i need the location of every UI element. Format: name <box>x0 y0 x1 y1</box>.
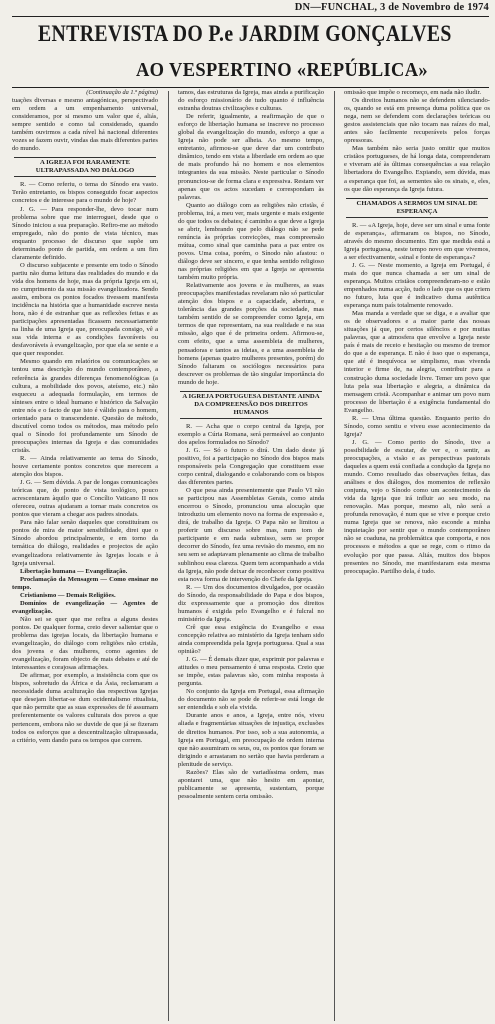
paragraph: Mas também não seria justo omitir que muitos cristãos portugueses, de há longa data, comprenderam e viveram até às últimas consequências a sua relação libertadora do Evangelho. Expiando, sem dúvida, mas a esperança que foi, as sementes são os sinais, e, eles, os que dão esperança da Igreja futura. <box>344 145 490 193</box>
paragraph: De referir, igualmente, a reafirmação de que o esforço de libertação humana se inscreve no processo global da evangelização do mundo, esforço a que a Igreja não pode ser alheia. Ao mesmo tempo, entretanto, afirmou-se que deve dar um contributo dinâmico, tendo em vista a liberdade em ordem ao que de mais profundo há no homem e nos elementos integrantes da sua missão. Neste particular o Sínodo pronunciou-se de forma clara e expressiva. Restam ver apenas que os actos sucedam e correspondam às palavras. <box>178 113 324 201</box>
paragraph: De afirmar, por exemplo, a insistência com que os bispos, sobretudo da África e da Ásia, reclamaram a necessidade duma aculturação das respectivas Igrejas que desejam libertar-se dum ocidentalismo ritualista, que não permite que as suas expressões de fé assumam preferentemente os valores culturais dos povos a que pertencem, embora não se duvide de que já se fizeram todos os esforços que a descentralização ultrapassada, a critério, vem dando para os tempos que correm. <box>12 672 158 744</box>
paragraph: Para não falar senão daqueles que constituíram os pontos de mira de maior sensibilidade, direi que o Sínodo abordou principalmente, e em torno da temática do diálogo, realidades e projectos de ação evangelizadora relativamente às Igrejas locais e à Igreja universal. <box>12 519 158 567</box>
paragraph: Mesmo quando em relatórios ou comunicações se tentou uma descrição do mundo contemporâneo, a referência às grandes diferenças fenomenológicas (a cultura, a mobilidade dos povos, ateísmo, etc.) não esqueceu a adequada formulação, em termos de sínteses entre o ideal humano e histórico da Salvação entre nós e o facto de que isto é válido para o homem, orientado para o transcendente. Questão de método, discutível como todos os métodos, mas método pelo qual o Sínodo foi profundamente um Sínodo de preocupações internas da Igreja e das comunidades cristãs. <box>12 358 158 454</box>
paragraph: O discurso subjacente e presente em todo o Sínodo partiu não duma leitura das realidades do mundo e da vida dos homens de hoje, mas da própria Igreja em si, no cumprimento da sua missão evangelizadora. Sendo assim, embora os pontos focados tivessem manifesta incidência na história que a humanidade escreve nesta hora, não é de estranhar que as reflexões feitas e as participações apresentadas ficassem necessariamente na linha de uma Igreja que, preocupada consigo, vê a sua vida interna e as condições favoráveis ou desfavoráveis à evangelização, por que ela se sente e a que quer responder. <box>12 261 158 358</box>
column-divider <box>334 91 335 1021</box>
paragraph: J. G. — Só o futuro o dirá. Um dado deste já positivo, foi a participação no Sínodo dos bispos mais responsáveis pela Congregação que constituem esse corpo central, dialogando e colaborando com os bispos das diferentes partes. <box>178 446 324 487</box>
paragraph: O que pesa ainda presentemente que Paulo VI não se participou nas Assembleias Gerais, como ainda encerrou o Sínodo, pronunciou uma alocução que introduziu um elemento novo na forma de expressão e, dirá, de trabalho da Igreja. O Papa não se limitou a proferir um discurso sobre mas, num tom de participante e em nada submisso, sem se propor decorrer do Sínodo, fez uma revisão do mesmo, em no seu sem se adaptavam plenamente ao clima de trabalho sublinhou essa clareza. Quem tem acompanhado a vida da Igreja, não pode deixar de reconhecer como positiva esta nova forma de intervenção do Chefe da Igreja. <box>178 487 324 583</box>
list-item: Libertação humana — Evangelização. <box>20 567 128 575</box>
paragraph: R. — Uma última questão. Enquanto perito do Sínodo, como sentiu e viveu esse acontecimento da Igreja? <box>344 414 490 438</box>
paragraph: Quanto ao diálogo com as religiões não cristãs, é problema, irá, a meu ver, mais urgente e mais exigente do que todos os debates; é caminho a que deve a Igreja se abrir, lembrando que pelo diálogo não se pede renúncia às próprias convicções, mas compreensão mútua, como sinal que caminha para a paz entre os povos. Uma coisa, porém, o Sínodo não afastou: o diálogo deve ser sincero, e que tenha sentido religioso nas próprias religiões em que a Igreja se apresenta também muito própria. <box>178 201 324 282</box>
paragraph: J. G. — Para responder-lhe, devo tocar num problema sobre que me interroguei, desde que o Sínodo iniciou a sua preparação. Refiro-me ao método empregado, não do ponto de vista técnico, mas enquanto processo de discurso que supõe um determinado ponto de partida, em ordem a um fim claramente definido. <box>12 205 158 261</box>
paragraph: No conjunto da Igreja em Portugal, essa afirmação do documento não se pode de referir-se está longe de ser entendida e sob ela vivida. <box>178 688 324 712</box>
paragraph: omissão que impõe o recomeço, em nada não iludir. <box>344 89 481 96</box>
list-item: Domínios de evangelização — Agentes de evangelização. <box>12 599 158 615</box>
paragraph: Relativamente aos jovens e às mulheres, as suas preocupações manifestadas revelaram não só particular atenção dos bispos e a capacidade, abertura, e tolerância das grandes porções da sociedade, mas também sentido de se compreender como Igreja, em termos de que representam, na sua realidade e na sua missão, algo que é de primeira ordem. Afirmou-se, com efeito, que a uma assembleia de mulheres, pensadoras e tantos as ideias, e a uma assembleia de homens (apenas quatro mulheres presentes, porém) do Sínodo faltaram os sociólogos necessários para descrever os problemas de tão singular importância do mundo de hoje. <box>178 282 324 386</box>
headline: ENTREVISTA DO P.e JARDIM GONÇALVES <box>38 21 452 46</box>
paragraph: Razões? Elas são de variadíssima ordem, mas apontarei uma, que não hesito em apontar, publicamente se apresenta, sustentam, porque pessoalmente sentem certa omissão. <box>178 768 324 800</box>
paragraph: J. G. — É demais dizer que, exprimir por palavras e atitudes o meu pensamento é uma resposta. Creio que se impõe, estas palavras são, com minha resposta à pergunta. <box>178 656 324 688</box>
paragraph: tamos, das estruturas da Igreja, mas ainda a purificação do esforço missionário de tudo quanto é influência estranha doutras civilizações e culturas. <box>178 89 324 113</box>
paragraph: J. G. — Como perito do Sínodo, tive a possibilidade de escutar, de ver e, o sentir, as preocupações, a visão e as perspectivas pastorais daqueles a quem está confiada a condução da Igreja no mundo. Como resultado das observações feitas, das análises e dos diálogos, dos momentos de reflexão conjunta, vejo o Sínodo como um acontecimento da vida da Igreja que irá influir ao seu modo, na renovação. Mas porque, mesmo ali, não será a profunda renovação, é num que se vive e porque creio numa Igreja que se renova, não esconde a minha inquietação por sentir que o mundo contemporâneo não se coaduna, na problemática que comporta, e nos processos e métodos a que se rege, com o ritmo da evolução por que passa. Aliás, muitos dos bispos presentes no Sínodo, me manifestaram esta mesma preocupação. Partilho dela, é tudo. <box>344 438 490 575</box>
paragraph: Durante anos e anos, a Igreja, entre nós, viveu aliada e fragmentárias situações de injustiça, exclusões de direitos humanos. Por isso, sob a sua autonomia, a Igreja em Portugal, em preocupação de ordem interna que não assumiram os seus, ou, os pontos que foram se dirigindo e arrastaram no sertão que havia perderam a plenitude de serviço. <box>178 712 324 768</box>
list-item: Cristianismo — Demais Religiões. <box>20 591 116 599</box>
paragraph: R. — «A Igreja, hoje, deve ser um sinal e uma fonte de esperança», afirmaram os bispos, no Sínodo, através do mesmo documento. Em que medida está a Igreja portuguesa, neste tempo novo em que vivemos, a ser efectivamente, «sinal e fonte de esperança»? <box>344 221 490 261</box>
list-item: Proclamação da Mensagem — Como ensinar no tempo. <box>12 575 158 591</box>
paragraph: R. — Acha que o corpo central da Igreja, por exemplo a Cúria Romana, será permeável ao conjunto dos apelos formulados no Sínodo? <box>178 422 324 446</box>
section-heading: CHAMADOS A SERMOS UM SINAL DE ESPERANÇA <box>346 198 488 218</box>
paragraph: tuações diversas e mesmo antagónicas, perspectivado em ordem a um empenhamento universal, consideramos, por si mesmo um valor que é, aliás, sempre sentido e como tal considerado, quando também ouvirmos a cada nível há nacional diferentes vozes se fazem ouvir, vindas das mais diferentes partes do mundo. <box>12 97 158 153</box>
paragraph: Mas manda a verdade que se diga, e a avaliar que os de observadores e a maior parte das nossas situações já que, por certos silêncios e por muitas palavras, que a atmosfera que envolve a Igreja neste país é mais de receio e hesitação ou mesmo de tremor do que a de esperança. E não é isso que o esperança, que até é inequívoca se simplismo, mas vivenda interior e firme de, na alegria, contribuir para a construção duma sociedade livre. Temer um povo que luta pela sua libertação e alegria, a dinâmica da mensagem cristã. Acompanhar e animar um povo num processo de libertação é a exigência fundamental do Evangelho. <box>344 310 490 414</box>
column-1 <box>12 89 158 1022</box>
paragraph: J. G. — Neste momento, a Igreja em Portugal, é mais do que nunca chamada a ser um sinal de esperança. Muitos cristãos compreenderam-no e estão empenhados numa acção, tudo o lado que os que criem no futuro, luta que é indicativo duma autêntica esperança num país totalmente renovado. <box>344 261 490 310</box>
paragraph: R. — Ainda relativamente ao tema do Sínodo, houve certamente pontos concretos que merecem a atenção dos bispos. <box>12 454 158 479</box>
paragraph: Crê que essa exigência do Evangelho e essa concepção relativa ao ministério da Igreja tenham sido ainda compreendida pela Igreja portuguesa. Qual a sua opinião? <box>178 623 324 656</box>
subhead: AO VESPERTINO «REPÚBLICA» <box>136 59 428 81</box>
column-2 <box>178 89 324 1022</box>
section-heading: A IGREJA FOI RARAMENTE ULTRAPASSADA NO DIÁLOGO <box>14 157 156 177</box>
paragraph: R. — Um dos documentos divulgados, por ocasião do Sínodo, da responsabilidade do Papa e dos bispos, diz expressamente que a promoção dos direitos humanos é exigida pelo Evangelho e é fulcral no ministério da Igreja. <box>178 583 324 623</box>
paragraph: R. — Como referiu, o tema do Sínodo era vasto. Terão entretanto, os bispos conseguido focar aspectos concretos e de interesse para o mundo de hoje? <box>12 181 158 205</box>
paragraph: J. G. — Sem dúvida. A par de longas comunicações teóricas que, do ponto de vista teológico, pouco acrescentaram àquilo que o Concílio Vaticano II nos ofereceu, outras ajudaram a tornar mais concretos os pontos que vieram a chegar aos padres sinodais. <box>12 479 158 519</box>
paragraph: Os direitos humanos não se defendem silenciando-os, quando se está em presença duma política que os nega, nem se defendem com declarações teóricas ou gestos assistenciais que não tocam nas raízes do mal, antes são facilmente recuperáveis pelos forças opressoras. <box>344 97 490 145</box>
continuation-note: (Continuação da 1.ª página) <box>86 89 158 96</box>
column-divider <box>168 91 169 1021</box>
paragraph: Não sei se quer que me refira a alguns destes pontos. De qualquer forma, creio dever salientar que o problema das igrejas locais, da libertação humana e evangelização, do diálogo com religiões não cristãs, dos jovens e das mulheres, como agentes de evangelização, foram objecto de mais debates e até de interessantes e corajosas afirmações. <box>12 615 158 672</box>
headline-rule <box>12 87 489 88</box>
top-rule <box>12 16 489 17</box>
article-columns <box>12 89 490 1024</box>
column-3 <box>344 89 490 1022</box>
section-heading: A IGREJA PORTUGUESA DISTANTE AINDA DA COMPREENSÃO DOS DIREITOS HUMANOS <box>180 391 322 419</box>
masthead: DN—FUNCHAL, 3 de Novembro de 1974 <box>294 2 489 13</box>
